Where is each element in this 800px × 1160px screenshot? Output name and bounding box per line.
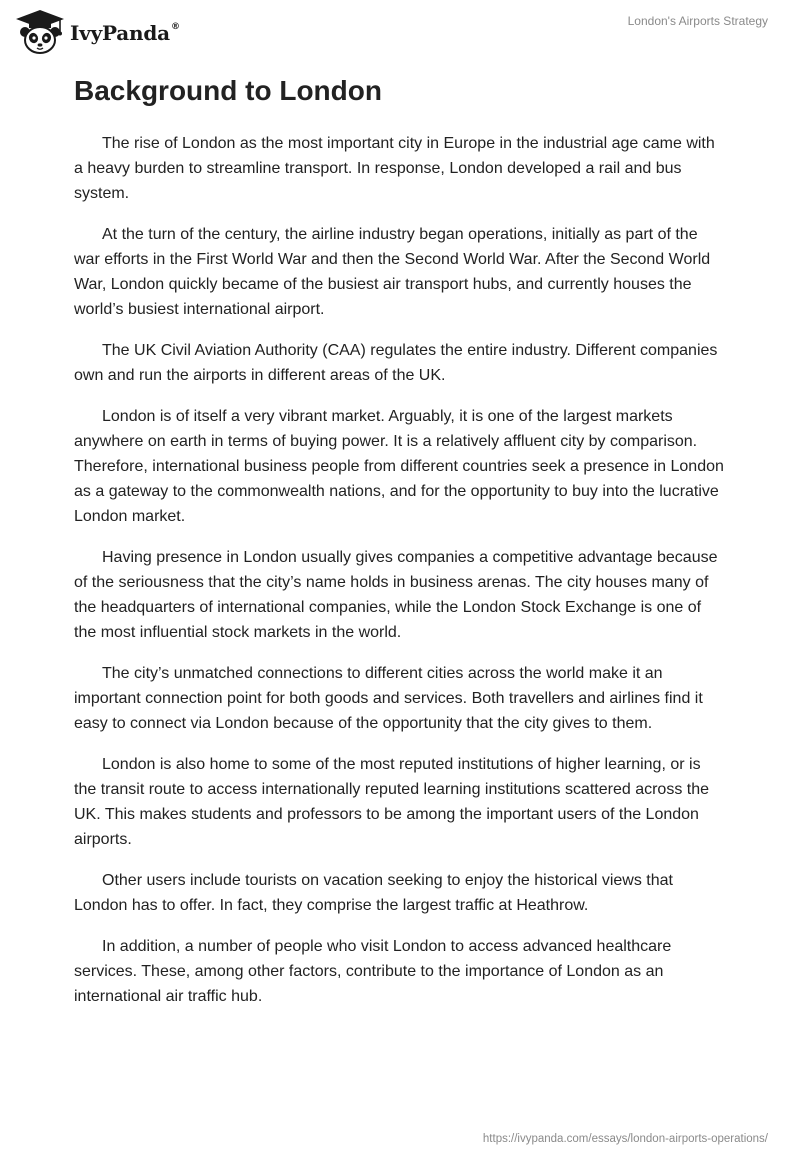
paragraph: The UK Civil Aviation Authority (CAA) regulates the entire industry. Different companies own and run the airports in different areas of the UK. [74, 342, 718, 384]
section-heading: Background to London [74, 75, 382, 106]
article-body [74, 74, 724, 1025]
paragraph: Having presence in London usually gives companies a competitive advantage because of the seriousness that the city’s name holds in business arenas. The city houses many of the headquarters of international companies, while the London Stock Exchange is one of the most influential stock markets in the world. [74, 549, 718, 641]
paragraph: The rise of London as the most important city in Europe in the industrial age came with a heavy burden to streamline transport. In response, London developed a rail and bus system. [74, 135, 715, 202]
document-title: London's Airports Strategy [627, 14, 768, 28]
paragraph: London is of itself a very vibrant market. Arguably, it is one of the largest markets anywhere on earth in terms of buying power. It is a relatively affluent city by comparison. Therefore, international business people from different countries seek a presence in London as a gateway to the commonwealth nations, and for the opportunity to buy into the lucrative London market. [74, 408, 724, 525]
paragraph: The city’s unmatched connections to different cities across the world make it an important connection point for both goods and services. Both travellers and airlines find it easy to connect via London because of the opportunity that the city gives to them. [74, 665, 703, 732]
logo-wordmark [70, 21, 180, 45]
paragraph: London is also home to some of the most reputed institutions of higher learning, or is the transit route to access internationally reputed learning institutions scattered across the UK. This makes students and professors to be among the important users of the London airports. [74, 756, 710, 848]
paragraph: Other users include tourists on vacation seeking to enjoy the historical views that London has to offer. In fact, they comprise the largest traffic at Heathrow. [74, 872, 673, 914]
ivypanda-logo[interactable] [14, 8, 180, 56]
logo-text: IvyPanda [70, 21, 170, 45]
panda-graduation-cap-icon [14, 8, 66, 56]
registered-mark: ® [170, 22, 180, 32]
paragraph: In addition, a number of people who visit London to access advanced healthcare services. These, among other factors, contribute to the importance of London as an international air traffic hub. [74, 938, 672, 1005]
source-url[interactable]: https://ivypanda.com/essays/london-airports-operations/ [482, 1133, 768, 1145]
paragraph: At the turn of the century, the airline industry began operations, initially as part of the war efforts in the First World War and then the Second World War. After the Second World War, London quickly became of the busiest air transport hubs, and currently houses the world’s busiest international airport. [74, 226, 711, 318]
page-header [0, 0, 800, 60]
